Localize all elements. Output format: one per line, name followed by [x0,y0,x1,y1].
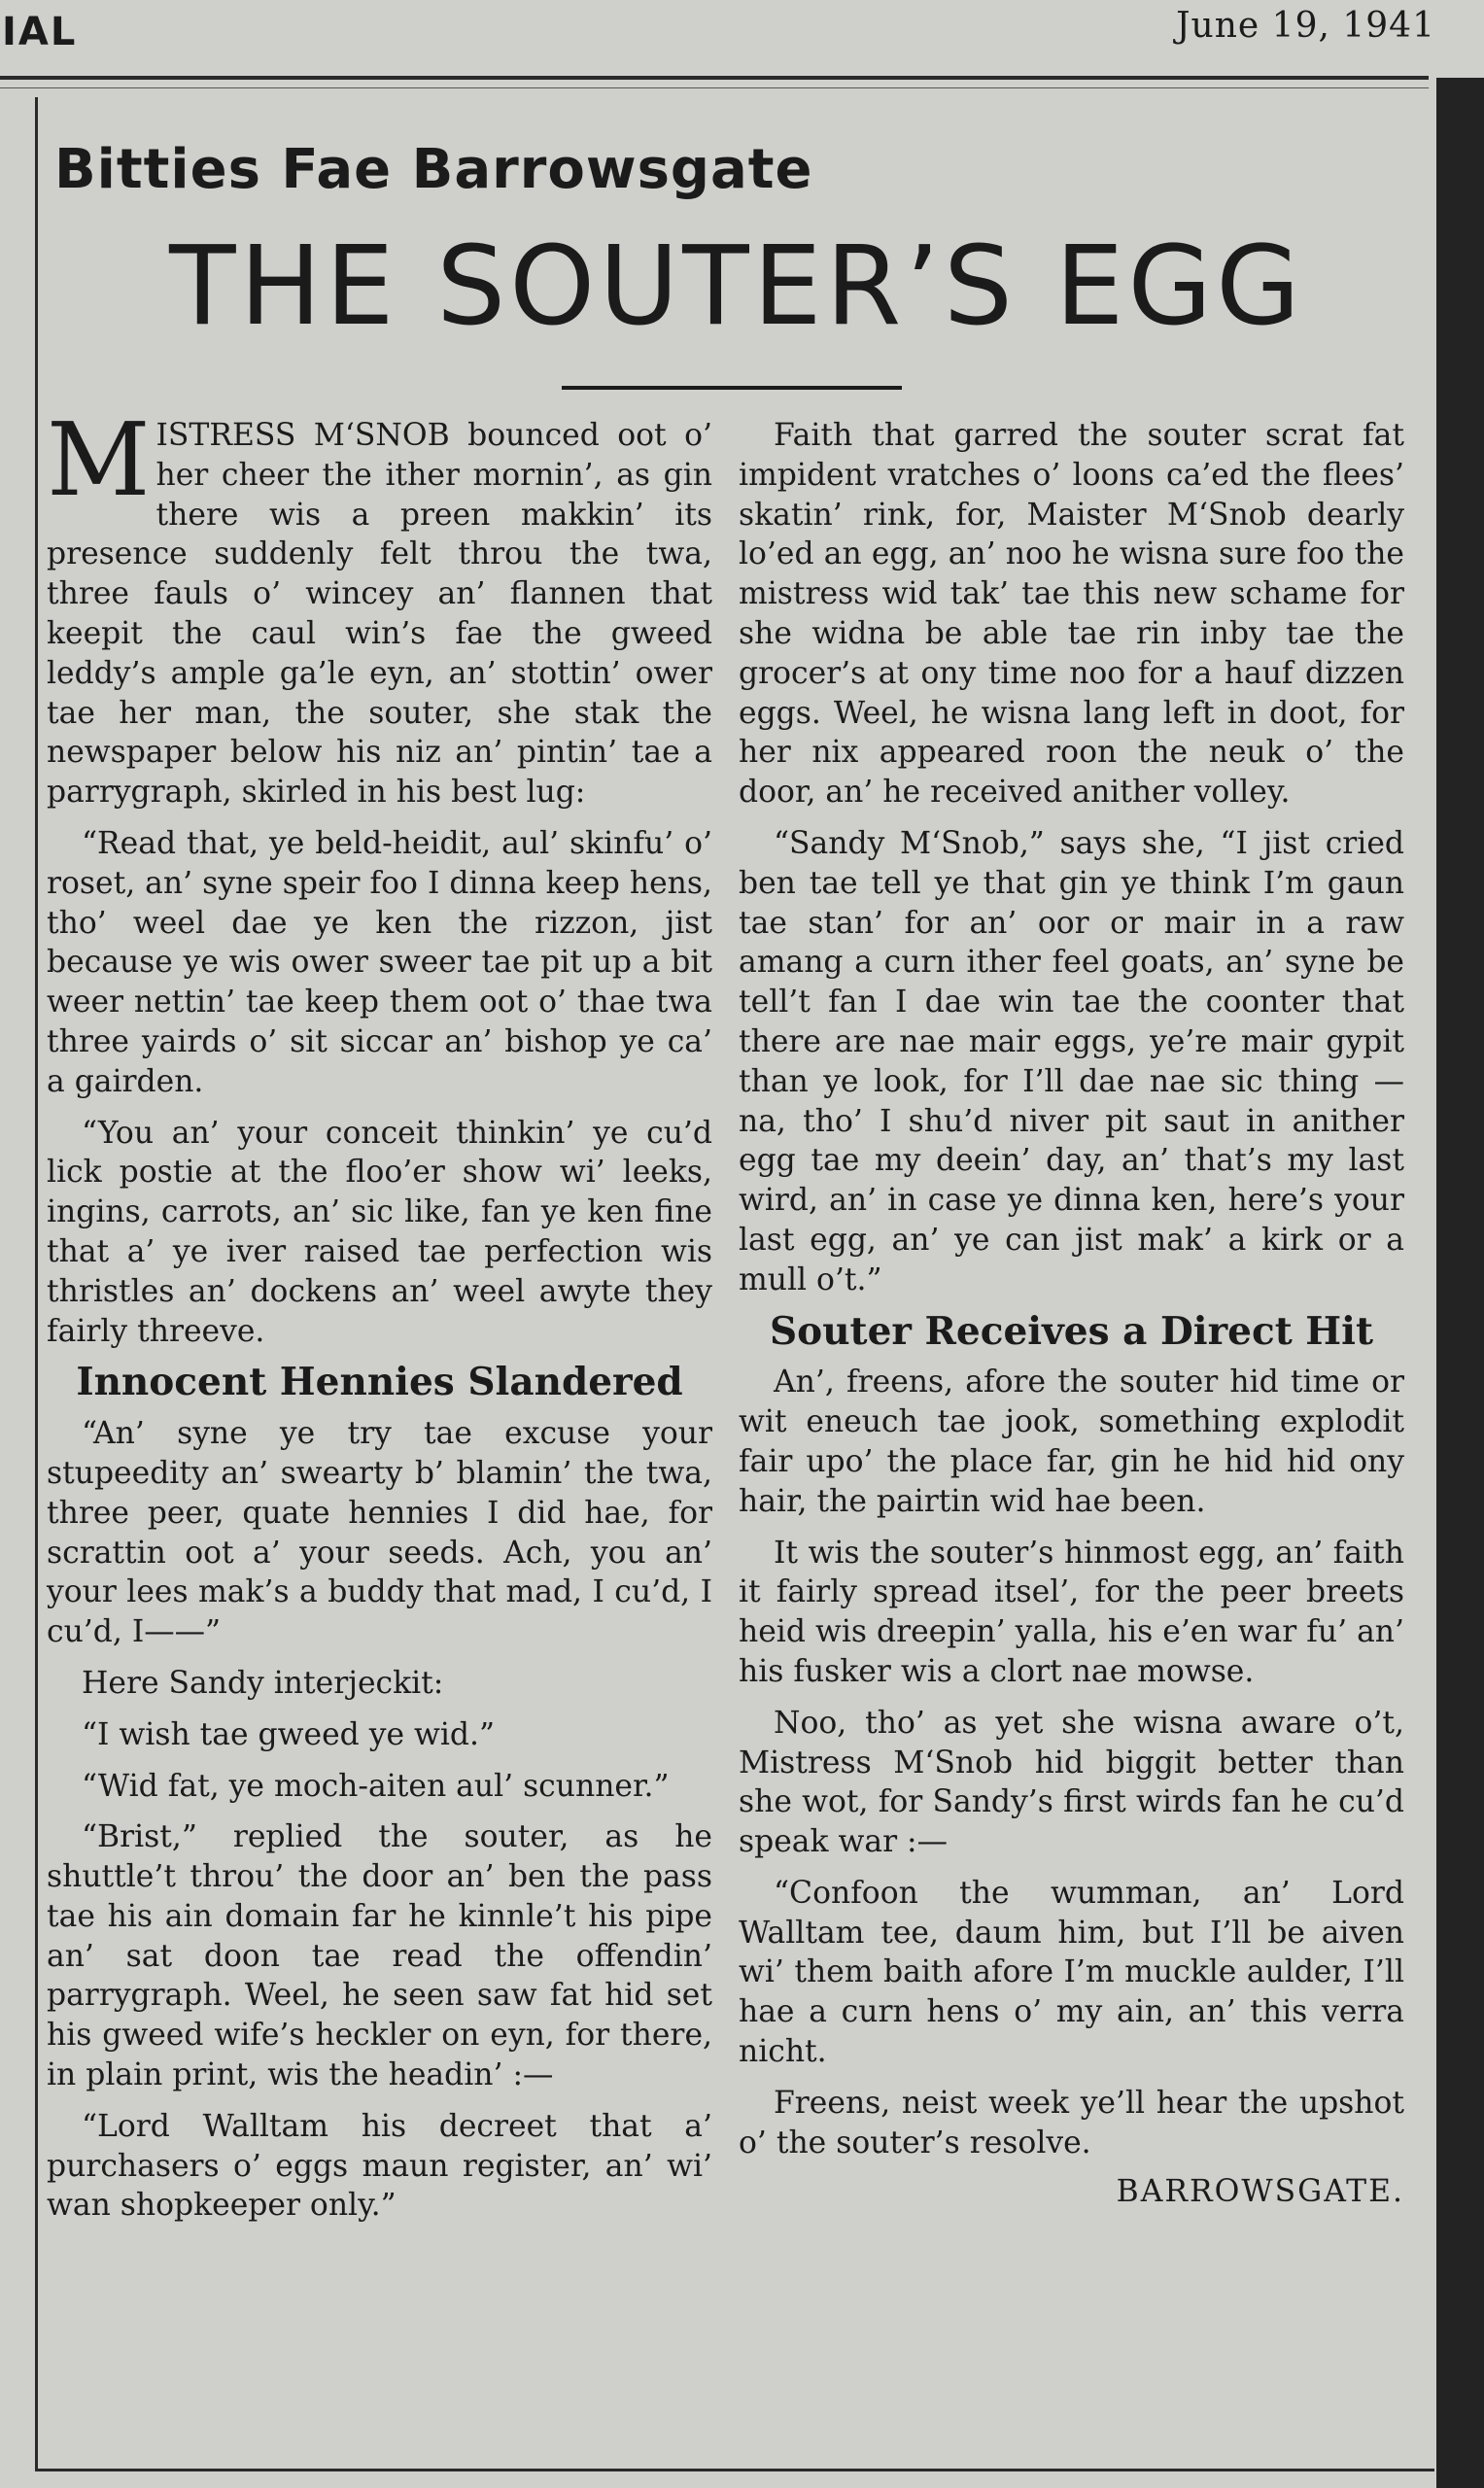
paragraph: Here Sandy interjeckit: [82,1665,444,1701]
subheading: Innocent Hennies Slandered [76,1360,683,1405]
paragraph: Freens, neist week ye’ll hear the upshot o’ the souter’s resolve. [739,2085,1404,2160]
drop-cap: M [47,400,151,519]
paragraph: “You an’ your conceit thinkin’ ye cu’d lick postie at the floo’er show wi’ leeks, ingins, carrots, an’ sic like, fan ye ken fine that a’ ye iver raised tae perfection wis thristles an’ dockens an’ weel awyte they fairly threeve. [47,1115,712,1349]
paragraph: Noo, tho’ as yet she wisna aware o’t, Mistress M‘Snob hid biggit better than she wot, for Sandy’s first wirds fan he cu’d speak war :— [739,1705,1404,1860]
paragraph: “Lord Walltam his decreet that a’ purchasers o’ eggs maun register, an’ wi’ wan shopkeeper only.” [47,2108,712,2224]
footer-rule [35,2469,1434,2471]
paragraph [47,400,712,812]
article-title: THE SOUTER’S EGG [169,224,1304,350]
paragraph: An’, freens, afore the souter hid time or wit eneuch tae jook, something explodit fair upo’ the place far, gin he hid hid ony hair, the pairtin wid hae been. [739,1365,1404,1519]
article [47,117,1427,2449]
page-edge-shadow [1436,78,1484,2488]
paragraph-text: ISTRESS M‘SNOB bounced oot o’ her cheer the ither mornin’, as gin there wis a preen makkin’ its presence suddenly felt throu the twa, three fauls o’ wincey an’ flannen that keepit the caul win’s fae the gweed leddy’s ample ga’le eyn, an’ stottin’ ower tae her man, the souter, she stak the newspaper below his niz an’ pintin’ tae a parrygraph, skirled in his best lug: [47,418,712,811]
left-column [47,400,712,2226]
paragraph: “Read that, ye beld-heidit, aul’ skinfu’ o’ roset, an’ syne speir foo I dinna keep hens, tho’ weel dae ye ken the rizzon, jist because ye wis ower sweer tae pit up a bit weer nettin’ tae keep them oot o’ thae twa three yairds o’ sit siccar an’ bishop ye ca’ a gairden. [47,825,712,1099]
paragraph: “An’ syne ye try tae excuse your stupeedity an’ swearty b’ blamin’ the twa, three peer, quate hennies I did hae, for scrattin oot a’ your seeds. Ach, you an’ your lees mak’s a buddy that mad, I cu’d, I cu’d, I——” [47,1416,712,1650]
paragraph: “Confoon the wumman, an’ Lord Walltam tee, daum him, but I’ll be aiven wi’ them baith afore I’m muckle aulder, I’ll hae a curn hens o’ my ain, an’ this verra nicht. [739,1875,1404,2070]
article-kicker: Bitties Fae Barrowsgate [54,138,813,201]
column-divider-left [0,97,38,2469]
title-rule [562,386,902,390]
header-rule [0,76,1429,80]
signature: BARROWSGATE. [1116,2174,1404,2210]
paragraph: “Sandy M‘Snob,” says she, “I jist cried ben tae tell ye that gin ye think I’m gaun tae stan’ for an’ oor or mair in a raw amang a curn ither feel goats, an’ syne be tell’t fan I dae win tae the coonter that there are nae mair eggs, ye’re mair gypit than ye look, for I’ll dae nae sic thing — na, tho’ I shu’d niver pit saut in anither egg tae my deein’ day, an’ that’s my last wird, an’ in case ye dinna ken, here’s your last egg, an’ ye can jist mak’ a kirk or a mull o’t.” [739,825,1404,1297]
paragraph: It wis the souter’s hinmost egg, an’ faith it fairly spread itsel’, for the peer breets heid wis dreepin’ yalla, his e’en war fu’ an’ his fusker wis a clort nae mowse. [739,1535,1404,1689]
subheading: Souter Receives a Direct Hit [770,1308,1373,1354]
right-column [739,416,1404,2212]
masthead-fragment: IAL [2,10,78,54]
paragraph: “Brist,” replied the souter, as he shuttle’t throu’ the door an’ ben the pass tae his ain domain far he kinnle’t his pipe an’ sat doon tae read the offendin’ parrygraph. Weel, he seen saw fat hid set his gweed wife’s heckler on eyn, for there, in plain print, wis the headin’ :— [47,1819,712,2093]
paragraph: Faith that garred the souter scrat fat impident vratches o’ loons ca’ed the flees’ skatin’ rink, for, Maister M‘Snob dearly lo’ed an egg, an’ noo he wisna sure foo the mistress wid tak’ tae this new schame for she widna be able tae rin inby tae the grocer’s at ony time noo for a hauf dizzen eggs. Weel, he wisna lang left in doot, for her nix appeared roon the neuk o’ the door, an’ he received anither volley. [739,418,1404,811]
issue-date: June 19, 1941 [1176,6,1435,46]
paragraph: “Wid fat, ye moch-aiten aul’ scunner.” [82,1768,670,1804]
header-rule-thin [0,87,1429,88]
paragraph: “I wish tae gweed ye wid.” [82,1716,496,1752]
